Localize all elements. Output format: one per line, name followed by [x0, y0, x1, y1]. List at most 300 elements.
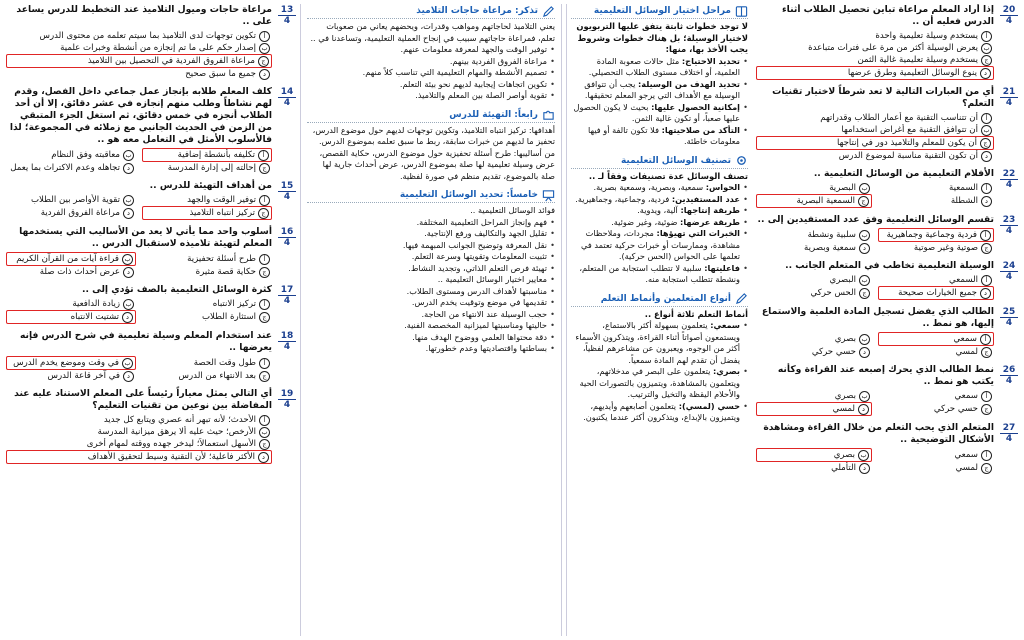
bullet-key: طريقة عرضها:	[680, 216, 740, 227]
option-text: معاقبته وفق النظام	[51, 150, 120, 160]
option-marker: د	[123, 267, 134, 278]
option-text: مراعاة الفروق الفردية	[40, 208, 120, 218]
answer-option[interactable]	[756, 182, 872, 194]
question-text: مراعاة حاجات وميول التلاميذ عند التخطيط للدرس يساعد على ..	[16, 4, 272, 27]
question-18	[6, 330, 296, 382]
answer-option-correct[interactable]	[6, 54, 272, 68]
bullet-item	[307, 297, 555, 309]
notes-column-middle-left	[300, 4, 562, 636]
option-text: الحس حركي	[810, 288, 856, 298]
option-text: طول وقت الحصة	[193, 358, 256, 368]
option-marker: أ	[981, 183, 992, 194]
option-text: تركيز الانتباه	[212, 299, 256, 309]
answer-option[interactable]	[6, 42, 272, 54]
option-marker: أ	[980, 230, 991, 241]
bullet-key: التأكد من صلاحيتها:	[661, 124, 740, 135]
option-marker: أ	[259, 299, 270, 310]
options-list	[6, 194, 272, 220]
answer-option[interactable]	[142, 162, 272, 174]
note-section	[571, 154, 748, 286]
bullet-item	[307, 332, 555, 344]
option-text: صوتية وغير صوتية	[913, 243, 978, 253]
option-marker: ب	[123, 195, 134, 206]
option-marker: د	[980, 288, 991, 299]
option-text: جميع الخيارات صحيحة	[898, 288, 977, 298]
answer-option-correct[interactable]	[6, 310, 136, 324]
answer-option[interactable]	[142, 194, 272, 206]
bullet-key: تحديد الاحتياج:	[681, 55, 740, 66]
section-intro: تصنف الوسائل عدة تصنيفات وفقاً لـ ..	[588, 170, 748, 181]
option-text: السمعية البصرية	[796, 196, 855, 206]
option-text: توفير الوقت والجهد	[187, 195, 256, 205]
option-text: يستخدم وسيلة تعليمية غالية الثمن	[857, 55, 978, 65]
option-text: بصري	[834, 391, 856, 401]
bullet-item	[307, 90, 555, 102]
answer-option[interactable]	[142, 310, 272, 324]
answer-option[interactable]	[6, 148, 136, 162]
option-marker: أ	[981, 113, 992, 124]
bullet-text: ضوئية، وغير ضوئية.	[611, 216, 678, 227]
bullet-text: تكوين اتجاهات إيجابية لديهم نحو بيئة التعلم.	[399, 78, 547, 89]
option-text: فردية وجماعية وجماهيرية	[886, 230, 977, 240]
option-marker: ج	[981, 347, 992, 358]
option-marker: د	[259, 69, 270, 80]
answer-option-correct[interactable]	[878, 332, 994, 346]
bullet-item	[571, 125, 748, 148]
bullet-item	[307, 79, 555, 91]
option-text: أن تتناسب التقنية مع أعمار الطلاب وقدراتهم	[820, 113, 978, 123]
bullet-item	[307, 44, 555, 56]
option-marker: أ	[259, 254, 270, 265]
option-text: حكاية قصة مثيرة	[195, 267, 256, 277]
option-text: في وقت وموضع يخدم الدرس	[13, 358, 119, 368]
options-list	[756, 390, 994, 416]
option-text: سمعي	[954, 391, 978, 401]
note-section	[571, 4, 748, 148]
options-list	[6, 148, 272, 174]
bullet-item	[571, 102, 748, 125]
bullet-item	[571, 263, 748, 286]
option-text: حسي حركي	[811, 347, 856, 357]
answer-option[interactable]	[756, 228, 872, 242]
option-marker: ب	[259, 427, 270, 438]
option-text: أن تكون التقنية مناسبة لموضوع الدرس	[838, 151, 978, 161]
question-text: أي من العبارات التالية لا تعد شرطاً لاختيار تقنيات التعلم؟	[772, 86, 994, 109]
answer-option[interactable]	[878, 462, 994, 474]
questions-column-right	[756, 4, 1018, 636]
question-number: 19 4	[278, 389, 296, 410]
note-section	[307, 4, 555, 102]
option-text: الأسهل استعمالاً؛ ليدخر جهده ووقته لمهام أخرى	[86, 439, 256, 449]
option-marker: ب	[859, 183, 870, 194]
bullet-text: يتعلمون أصابعهم وأيديهم، ويتميزون بالإبداع، ويتذكرون أكثر عندما يكتبون.	[583, 400, 740, 422]
bullet-key: بصري:	[712, 366, 740, 376]
option-marker: أ	[981, 31, 992, 42]
bullet-item	[307, 251, 555, 263]
option-marker: ج	[981, 404, 992, 415]
answer-option[interactable]	[756, 332, 872, 346]
question-17	[6, 284, 296, 324]
section-paragraph: يعني التلاميذ لحاجاتهم ومواهب وقدرات، ويحضهم يعاني من صعوبات تعلم، فمراعاة حاجاتهم سبيب في إنجاح العملية التعليمية، وتساعدنا في ..	[310, 21, 555, 43]
bullet-text: مجردات، وملاحظات مشاهدة، وممارسات أو خبرات حركية تعتمد في تعلمها على الحواس (الحس حركية).	[581, 228, 740, 261]
option-marker: ب	[123, 299, 134, 310]
bullet-key: فاعليتها:	[704, 262, 740, 273]
question-text: إذا أراد المعلم مراعاة تباين تحصيل الطلاب أثناء الدرس فعليه أن ..	[781, 4, 994, 27]
option-text: تشتيت الانتباه	[70, 312, 119, 322]
answer-option[interactable]	[878, 402, 994, 416]
bullet-item	[307, 309, 555, 321]
answer-option[interactable]	[6, 266, 136, 278]
bullet-text: تثبيت المعلومات وتقويتها وسرعة التعلم.	[411, 251, 547, 261]
bullet-item	[571, 182, 748, 194]
option-marker: د	[122, 312, 133, 323]
option-marker: ج	[259, 267, 270, 278]
answer-option-correct[interactable]	[142, 148, 272, 162]
bullet-text: مناسبتها لأهداف الدرس ومستوى الطلاب.	[406, 285, 547, 296]
question-13	[6, 4, 296, 80]
section-paragraph: فوائد الوسائل التعليمية ..	[470, 205, 555, 215]
bullet-text: فهم وإنجاز المراحل التعليمية المختلفة.	[416, 216, 547, 227]
answer-option[interactable]	[142, 356, 272, 370]
question-text: الوسيلة التعليمية تخاطب في المتعلم الجانب ..	[785, 260, 994, 271]
question-23	[756, 214, 1018, 254]
board-icon	[542, 189, 555, 202]
question-text: أي التالي يمثل معياراً رئيساً على المعلم الاستناد عليه عند المفاضلة بين نوعين من تقنيات التعليم؟	[14, 388, 272, 411]
answer-option[interactable]	[6, 370, 136, 382]
option-text: أن يكون للمعلم والتلاميذ دور في إنتاجها	[837, 138, 977, 148]
bullet-item	[307, 56, 555, 68]
option-marker: ب	[123, 150, 134, 161]
bullet-item	[307, 274, 555, 286]
option-marker: أ	[259, 195, 270, 206]
option-text: سلبية ونشطة	[807, 230, 856, 240]
option-text: السمعي	[949, 275, 978, 285]
option-text: عرض أحداث ذات صلة	[39, 267, 120, 277]
options-list	[756, 112, 994, 162]
answer-option[interactable]	[878, 448, 994, 462]
bullet-key: إمكانية الحصول عليها:	[651, 101, 740, 112]
options-list	[756, 274, 994, 300]
section-heading: مراحل اختيار الوسائل التعليمية	[571, 4, 748, 19]
answer-option[interactable]	[6, 194, 136, 206]
option-marker: د	[258, 452, 269, 463]
option-marker: ب	[981, 43, 992, 54]
question-text: من أهداف التهيئة للدرس ..	[149, 180, 272, 191]
option-text: الأرخص؛ حيث عليه ألا يرهق ميزانية المدرسة	[97, 427, 256, 437]
answer-option-correct[interactable]	[6, 252, 136, 266]
question-number: 24 4	[1000, 261, 1018, 282]
question-24	[756, 260, 1018, 300]
question-text: عند استخدام المعلم وسيلة تعليمية في شرح الدرس فإنه يعرضها ..	[19, 330, 272, 353]
answer-option[interactable]	[6, 162, 136, 174]
section-paragraph: من أساليبها: طرح أسئلة تحفيزية حول موضوع الدرس، حكاية القصص، عرض وسيلة تعليمية لها صلة بموضوع الدرس، عرض أحداث جارية لها صلة بالموضوع، تقديم منظم في صورة لفظية.	[319, 147, 555, 181]
answer-option[interactable]	[756, 346, 872, 358]
bullet-text: سمعية، وبصرية، وسمعية بصرية.	[593, 182, 704, 192]
option-marker: د	[859, 463, 870, 474]
bullet-item	[571, 205, 748, 217]
bullet-key: عدد المستفيدين:	[671, 193, 740, 204]
section-intro: لا توجد خطوات ثابتة يتفق عليها التربويون لاختيار الوسيلة؛ بل هناك خطوات وشروط يجب الأخذ بها، منها:	[576, 21, 748, 54]
option-text: البصرية	[829, 183, 856, 193]
answer-option-correct[interactable]	[756, 136, 994, 150]
book-icon	[735, 5, 748, 18]
question-number: 27 4	[1000, 423, 1018, 444]
bullet-item	[571, 217, 748, 229]
pencil-icon	[735, 292, 748, 305]
answer-option[interactable]	[878, 274, 994, 286]
option-marker: ب	[859, 275, 870, 286]
option-text: أن تتوافق التقنية مع أغراض استخدامها	[841, 125, 978, 135]
question-number: 18 4	[278, 331, 296, 352]
option-text: تكوين توجهات لدى التلاميذ بما سيتم تعلمه من محتوى الدرس	[39, 31, 256, 41]
answer-option[interactable]	[756, 124, 994, 136]
bullet-text: يتعلمون بسهولة أكثر بالاستماع، ويستمعون أصواتاً أثناء القراءة، ويتذكرون الأسماء أكثر من الوجوه، ويعبرون عن مشاعرهم لفظياً، يفضل أن تقدم لهم المادة سمعياً.	[575, 320, 740, 365]
option-marker: ج	[259, 371, 270, 382]
option-marker: ج	[980, 138, 991, 149]
bullet-text: تقليل الجهد والتكاليف ورفع الإنتاجية.	[424, 228, 547, 238]
answer-option[interactable]	[878, 242, 994, 254]
option-marker: ب	[859, 230, 870, 241]
answer-option[interactable]	[6, 30, 272, 42]
answer-option[interactable]	[756, 30, 994, 42]
option-marker: ج	[981, 243, 992, 254]
option-text: تقوية الأواصر بين الطلاب	[30, 195, 120, 205]
bullet-text: معايير اختيار الوسائل التعليمية ..	[437, 274, 547, 284]
answer-option[interactable]	[878, 194, 994, 208]
option-marker: ج	[259, 312, 270, 323]
answer-option[interactable]	[142, 252, 272, 266]
option-marker: ب	[122, 358, 133, 369]
answer-option-correct[interactable]	[6, 356, 136, 370]
answer-option-correct[interactable]	[756, 194, 872, 208]
option-text: تركيز انتباه التلاميذ	[189, 208, 255, 218]
option-text: بصري	[834, 334, 856, 344]
option-text: بعد الانتهاء من الدرس	[178, 371, 256, 381]
answer-option-correct[interactable]	[756, 66, 994, 80]
question-22	[756, 168, 1018, 208]
answer-option-correct[interactable]	[878, 228, 994, 242]
bullet-text: دقة محتواها العلمي ووضوح الهدف منها.	[412, 331, 547, 342]
option-marker: أ	[259, 358, 270, 369]
question-25	[756, 306, 1018, 358]
questions-column-left	[6, 4, 296, 636]
bullet-text: حجب الوسيلة عند الانتهاء من الحاجة.	[421, 308, 547, 319]
bullet-item	[571, 401, 748, 424]
option-text: الشطلة	[950, 196, 978, 206]
answer-option[interactable]	[756, 390, 872, 402]
option-text: يستخدم وسيلة تعليمية واحدة	[875, 31, 978, 41]
question-text: كثرة الوسائل التعليمية بالصف تؤدي إلى ..	[82, 284, 272, 295]
bullet-item	[307, 228, 555, 240]
question-text: أسلوب واحد مما يأتي لا يعد من الأساليب التي يستخدمها المعلم لتهيئة تلاميذه لاستقبال الدرس ..	[19, 226, 272, 249]
answer-option[interactable]	[756, 242, 872, 254]
option-marker: د	[123, 208, 134, 219]
option-marker: ب	[859, 391, 870, 402]
option-marker: أ	[980, 334, 991, 345]
options-list	[6, 356, 272, 382]
answer-option[interactable]	[756, 274, 872, 286]
bullet-item	[571, 79, 748, 102]
bullet-text: يجب أن تتوافق الوسيلة مع الأهداف التي يرجو المعلم تحقيقها.	[584, 78, 740, 100]
answer-option[interactable]	[6, 68, 272, 80]
option-text: جميع ما سبق صحيح	[185, 69, 256, 79]
option-marker: د	[981, 196, 992, 207]
option-text: ينوع الوسائل التعليمية وطرق عرضها	[847, 68, 977, 78]
option-marker: أ	[259, 31, 270, 42]
options-list	[756, 182, 994, 208]
option-text: التأملي	[831, 463, 856, 473]
question-27	[756, 422, 1018, 474]
answer-option[interactable]	[756, 54, 994, 66]
answer-option[interactable]	[6, 298, 136, 310]
option-text: تكليفه بأنشطة إضافية	[177, 150, 255, 160]
bullet-key: الخبرات التي تهيؤها:	[656, 228, 740, 238]
bullet-key: تحديد الهدف من الوسيلة:	[637, 78, 740, 89]
section-heading: تصنيف الوسائل التعليمية	[571, 154, 748, 169]
option-text: لمسي	[955, 463, 978, 473]
question-15	[6, 180, 296, 220]
options-list	[756, 332, 994, 358]
bullet-item	[571, 56, 748, 79]
option-marker: ب	[259, 43, 270, 54]
bullet-item	[307, 67, 555, 79]
question-21	[756, 86, 1018, 162]
option-text: استثارة الطلاب	[201, 312, 256, 322]
pencil-icon	[542, 5, 555, 18]
bullet-text: مثل حالات صعوبة المادة العلمية، أو اختلاف مستوى الطلاب التحصيلي.	[588, 55, 740, 77]
bullet-item	[307, 343, 555, 355]
bullet-text: تقوية أواصر الصلة بين المعلم والتلاميذ.	[415, 90, 547, 100]
options-list	[6, 252, 272, 278]
section-paragraph: أهدافها: تركيز انتباه التلاميذ، وتكوين توجهات لديهم حول موضوع الدرس، تحفيز ما لديهم من خبرات سابقة، ربط ما سبق تعلمه بموضوع الدرس.	[312, 124, 555, 146]
answer-option[interactable]	[6, 426, 272, 438]
options-list	[756, 30, 994, 80]
section-heading: أنواع المتعلمين وأنماط التعلم	[571, 292, 748, 307]
bullet-item	[571, 320, 748, 366]
note-section	[307, 108, 555, 183]
answer-option[interactable]	[756, 112, 994, 124]
question-text: الطالب الذي يفضل تسجيل المادة العلمية والاستماع إليها، هو نمط ..	[761, 306, 994, 329]
section-heading: خامساً: تحديد الوسائل التعليمية	[307, 188, 555, 203]
question-number: 20 4	[1000, 5, 1018, 26]
option-text: حسي حركي	[933, 404, 978, 414]
option-marker: د	[123, 163, 134, 174]
bullet-text: بحيث لا يكون الحصول عليها صعباً، أو تكون غالية الثمن.	[573, 101, 740, 123]
question-text: الأفلام التعليمية من الوسائل التعليمية ..	[813, 168, 994, 179]
option-marker: ج	[259, 163, 270, 174]
option-text: في آخر قاعة الدرس	[47, 371, 120, 381]
option-marker: ب	[122, 254, 133, 265]
answer-option[interactable]	[756, 286, 872, 300]
answer-option-correct[interactable]	[756, 448, 872, 462]
question-14	[6, 86, 296, 174]
answer-option[interactable]	[6, 438, 272, 450]
options-list	[756, 228, 994, 254]
option-text: مراعاة الفروق الفردية في التحصيل بين التلاميذ	[87, 56, 255, 66]
bullet-key: الحواس:	[705, 182, 740, 192]
question-number: 13 4	[278, 5, 296, 26]
option-text: الأكثر فاعلية؛ لأن التقنية وسيط لتحقيق الأهداف	[87, 452, 255, 462]
option-marker: أ	[981, 275, 992, 286]
answer-option[interactable]	[878, 182, 994, 194]
bullet-text: يتعلمون على البصر في مدخلاتهم، ويتعلمون بالمشاهدة، ويتميزون بالتصورات الحية والأحلام اليقظة والتخيل والترتيب.	[579, 366, 740, 399]
option-text: لمسي	[832, 404, 855, 414]
option-marker: أ	[981, 450, 992, 461]
bullet-item	[307, 263, 555, 275]
question-number: 22 4	[1000, 169, 1018, 190]
option-text: لمسي	[955, 347, 978, 357]
answer-option[interactable]	[756, 462, 872, 474]
question-number: 17 4	[278, 285, 296, 306]
answer-option[interactable]	[756, 42, 994, 54]
option-marker: أ	[258, 150, 269, 161]
option-marker: ج	[981, 55, 992, 66]
answer-option-correct[interactable]	[756, 402, 872, 416]
options-list	[6, 298, 272, 324]
option-marker: د	[123, 371, 134, 382]
answer-option[interactable]	[142, 298, 272, 310]
option-text: سمعي	[953, 334, 977, 344]
bullet-text: آلية، ويدوية.	[637, 205, 678, 215]
bullet-text: توفير الوقت والجهد لمعرفة معلومات عنهم.	[400, 44, 547, 54]
option-text: السمعية	[949, 183, 978, 193]
answer-option[interactable]	[6, 414, 272, 426]
answer-option[interactable]	[6, 206, 136, 220]
option-marker: ج	[259, 439, 270, 450]
bullet-item	[571, 194, 748, 206]
bullet-text: نقل المعرفة وتوضيح الجوانب المبهمة فيها.	[402, 239, 547, 250]
answer-option-correct[interactable]	[142, 206, 272, 220]
option-marker: ج	[258, 56, 269, 67]
option-text: سمعية وبصرية	[804, 243, 856, 253]
bullet-key: حسي (لمسي):	[678, 400, 740, 411]
answer-option[interactable]	[142, 266, 272, 278]
options-list	[6, 414, 272, 464]
bullet-text: سلبية لا تتطلب استجابة من المتعلم، ونشطة تتطلب استجابة منه.	[579, 262, 740, 284]
bullet-text: تصميم الأنشطة والمهام التعليمية التي تناسب كلاً منهم.	[362, 67, 547, 77]
question-19	[6, 388, 296, 464]
options-list	[6, 30, 272, 80]
answer-option-correct[interactable]	[878, 286, 994, 300]
bullet-text: حاليتها ومناسبتها لميزانية المخصصة الفنية.	[404, 320, 547, 330]
answer-option[interactable]	[878, 390, 994, 402]
option-marker: د	[858, 404, 869, 415]
answer-option[interactable]	[142, 370, 272, 382]
note-section	[571, 292, 748, 424]
answer-option[interactable]	[878, 346, 994, 358]
answer-option[interactable]	[756, 150, 994, 162]
answer-option-correct[interactable]	[6, 450, 272, 464]
option-text: تجاهله وعدم الاكتراث بما يعمل	[10, 163, 120, 173]
option-marker: د	[980, 68, 991, 79]
bullet-item	[571, 228, 748, 263]
question-number: 25 4	[1000, 307, 1018, 328]
bullet-item	[307, 240, 555, 252]
question-number: 23 4	[1000, 215, 1018, 236]
question-20	[756, 4, 1018, 80]
bullet-item	[307, 286, 555, 298]
section-heading: رابعاً: التهيئة للدرس	[307, 108, 555, 123]
option-marker: ب	[859, 334, 870, 345]
option-text: قراءة آيات من القرآن الكريم	[16, 254, 119, 264]
bullet-text: تهيئة فرص التعلم الذاتي، وتجديد النشاط.	[408, 262, 547, 273]
bullet-item	[307, 320, 555, 332]
option-text: طرح أسئلة تحفيزية	[187, 254, 256, 264]
options-list	[756, 448, 994, 474]
bullet-text: فردية، وجماعية، وجماهيرية.	[575, 193, 670, 204]
question-number: 15 4	[278, 181, 296, 202]
note-section	[307, 188, 555, 355]
